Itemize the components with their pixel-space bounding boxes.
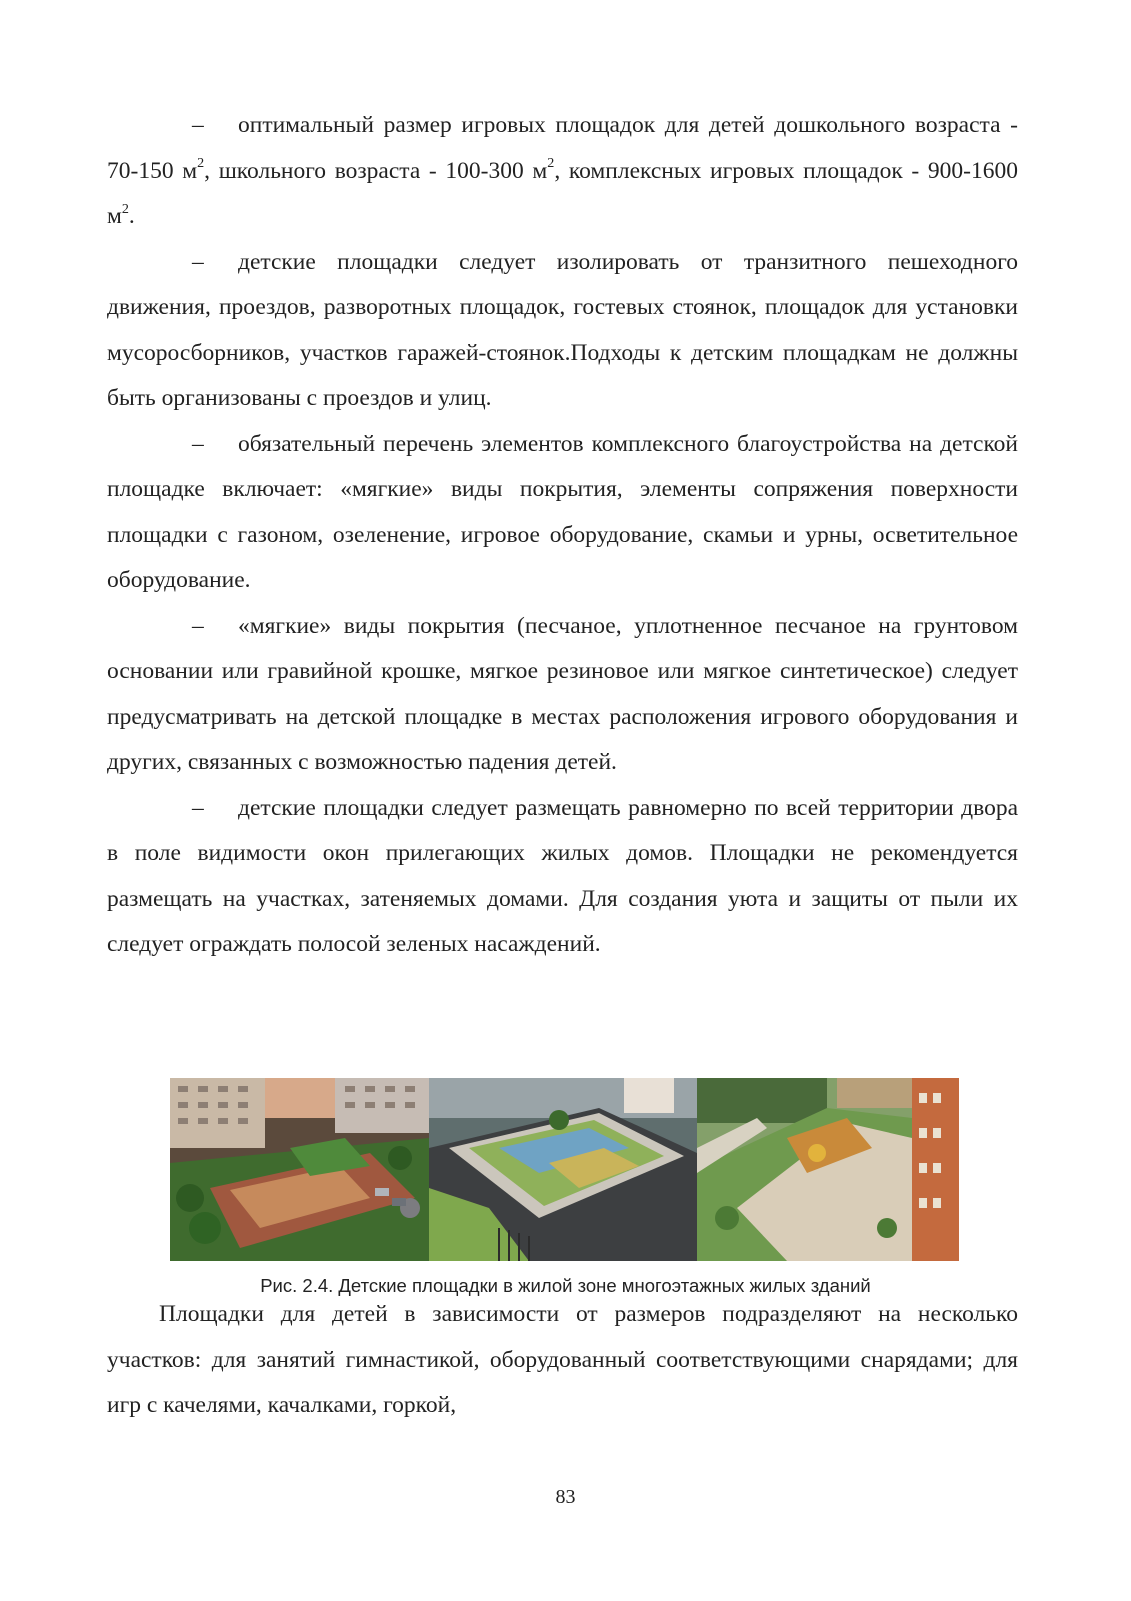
figure-caption: Рис. 2.4. Детские площадки в жилой зоне многоэтажных жилых зданий (260, 1275, 871, 1296)
bullet-marker: – (192, 112, 204, 138)
bullet-text: «мягкие» виды покрытия (песчаное, уплотненное песчаное на грунтовом основании или гравийной крошке, мягкое резиновое или мягкое синтетическое) следует предусматривать на детской площадке в местах расположения игрового оборудования и других, связанных с возможностью падения детей. (107, 612, 1018, 775)
bullet-item (107, 240, 1018, 422)
page-number: 83 (555, 1486, 576, 1508)
bullet-item (107, 786, 1018, 968)
bullet-marker: – (192, 612, 204, 639)
bullet-text: , комплексных игровых площадок - 900-1600 м (107, 157, 1018, 229)
bullet-text: обязательный перечень элементов комплексного благоустройства на детской площадке включает: «мягкие» виды покрытия, элементы сопряжения поверхности площадки с газоном, озеленение, игровое оборудование, скамьи и урны, осветительное оборудование. (107, 430, 1018, 593)
bullet-item (107, 103, 1018, 240)
body-paragraph: Площадки для детей в зависимости от размеров подразделяют на несколько участков: для занятий гимнастикой, оборудованный соответствующими снарядами; для игр с качелями, качалками, горкой, (107, 1301, 1018, 1418)
courtyard-playground-image (170, 1078, 429, 1261)
bullet-marker: – (192, 794, 204, 821)
bullet-text: оптимальный размер игровых площадок для детей дошкольного возраста - 70-150 м (107, 112, 1018, 184)
inner-yard-playground-image (697, 1078, 959, 1261)
superscript: 2 (197, 155, 205, 172)
bullet-item (107, 422, 1018, 604)
playgrounds-figure (170, 1078, 959, 1261)
superscript: 2 (547, 155, 555, 172)
bullet-text: , школьного возраста - 100-300 м (204, 157, 548, 184)
bullet-marker: – (192, 430, 204, 457)
paragraph-after-figure (107, 1292, 1018, 1429)
bullet-marker: – (192, 248, 204, 275)
bullet-item (107, 604, 1018, 786)
bullet-text: детские площадки следует изолировать от транзитного пешеходного движения, проездов, разворотных площадок, гостевых стоянок, площадок для установки мусоросборников, участков гаражей-стоянок.Подходы к детским площадкам не должны быть организованы с проездов и улиц. (107, 248, 1018, 411)
superscript: 2 (121, 200, 129, 217)
street-playground-image (429, 1078, 697, 1261)
bullet-text: детские площадки следует размещать равномерно по всей территории двора в поле видимости окон прилегающих жилых домов. Площадки не рекомендуется размещать на участках, затеняемых домами. Для создания уюта и защиты от пыли их следует ограждать полосой зеленых насаждений. (107, 794, 1018, 957)
bullet-text: . (128, 203, 135, 229)
bullet-list (107, 103, 1018, 968)
